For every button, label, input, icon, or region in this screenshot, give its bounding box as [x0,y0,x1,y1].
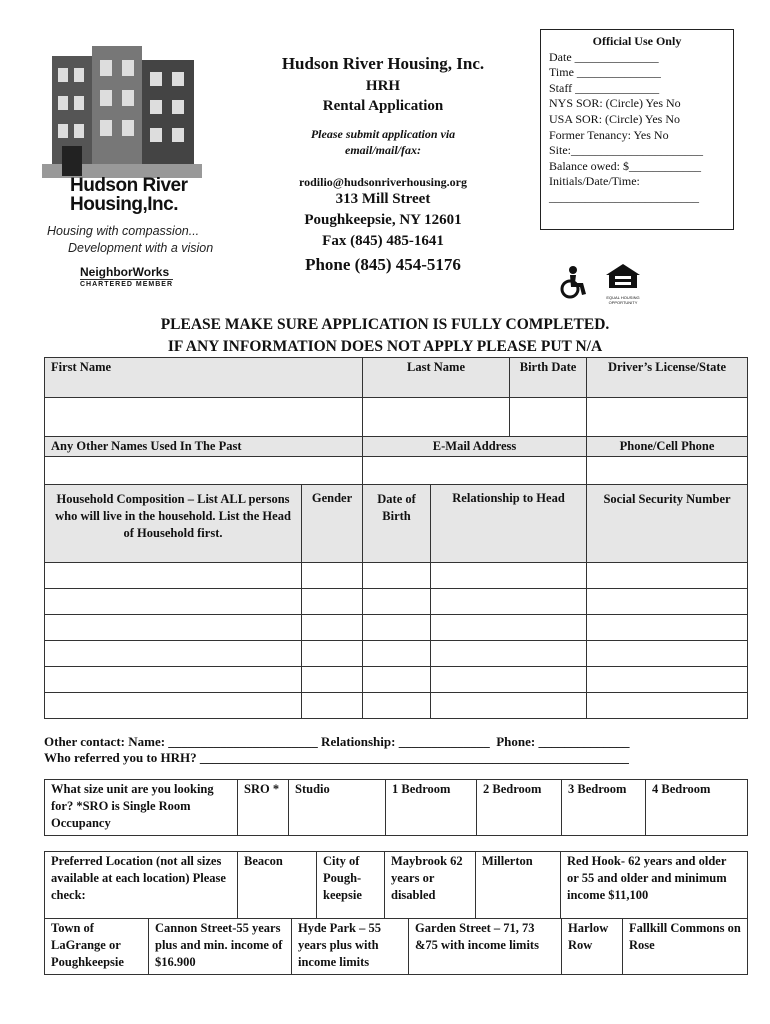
ssn-cell[interactable] [587,641,748,667]
household-row [45,615,748,641]
phone-cell-field[interactable] [587,457,748,485]
household-name-cell[interactable] [45,589,302,615]
logo-name-line2: Housing,Inc. [70,194,178,215]
last-name-field[interactable] [363,398,510,437]
relationship-header: Relationship to Head [431,485,587,563]
gender-cell[interactable] [302,693,363,719]
gender-cell[interactable] [302,667,363,693]
preferred-location-table-row2 [44,918,748,975]
household-name-cell[interactable] [45,563,302,589]
location-millerton[interactable]: Millerton [476,852,561,919]
email-address-header: E-Mail Address [363,437,587,457]
building-logo-illustration [42,46,202,188]
location-question: Preferred Location (not all sizes available at each location) Please check: [45,852,238,919]
location-city-of-poughkeepsie[interactable]: City of Pough-keepsie [317,852,385,919]
birth-date-header: Birth Date [510,358,587,398]
official-use-line: Balance owed: $____________ [549,158,701,173]
location-garden-street[interactable]: Garden Street – 71, 73 &75 with income limits [409,919,562,975]
household-name-cell[interactable] [45,693,302,719]
preferred-location-table [44,851,748,919]
logo-tagline-2: Development with a vision [68,241,214,255]
relationship-cell[interactable] [431,589,587,615]
gender-cell[interactable] [302,615,363,641]
neighborworks-sub: CHARTERED MEMBER [80,281,173,288]
drivers-license-header: Driver’s License/State [587,358,748,398]
unit-option-1-bedroom[interactable]: 1 Bedroom [386,780,477,836]
ssn-cell[interactable] [587,615,748,641]
relationship-cell[interactable] [431,615,587,641]
official-use-line: USA SOR: (Circle) Yes No [549,111,681,126]
unit-option-3-bedroom[interactable]: 3 Bedroom [562,780,646,836]
org-abbreviation: HRH [365,78,401,94]
household-name-cell[interactable] [45,667,302,693]
location-town-of-lagrange[interactable]: Town of LaGrange or Poughkeepsie [45,919,149,975]
drivers-license-field[interactable] [587,398,748,437]
unit-option-sro[interactable]: SRO * [238,780,289,836]
unit-option-4-bedroom[interactable]: 4 Bedroom [646,780,748,836]
relationship-cell[interactable] [431,693,587,719]
unit-size-table [44,779,748,836]
birth-date-field[interactable] [510,398,587,437]
other-contact-line[interactable]: Other contact: Name: _______________________ Relationship: ______________ Phone: ______________ [44,734,630,749]
gender-header: Gender [302,485,363,563]
official-use-box [540,29,734,230]
gender-cell[interactable] [302,641,363,667]
applicant-info-table [44,357,748,719]
unit-option-2-bedroom[interactable]: 2 Bedroom [477,780,562,836]
location-maybrook[interactable]: Maybrook 62 years or disabled [385,852,476,919]
official-use-line: Time ______________ [549,65,661,80]
location-cannon-street[interactable]: Cannon Street-55 years plus and min. income of $16.900 [149,919,292,975]
first-name-header: First Name [45,358,363,398]
household-row [45,563,748,589]
logo-name-line1: Hudson River [70,175,188,196]
referral-line[interactable]: Who referred you to HRH? __________________________________________________________________ [44,750,629,765]
ssn-cell[interactable] [587,667,748,693]
instruction-line-2: IF ANY INFORMATION DOES NOT APPLY PLEASE PUT N/A [167,338,603,355]
instruction-line-1: PLEASE MAKE SURE APPLICATION IS FULLY COMPLETED. [160,316,610,333]
other-names-header: Any Other Names Used In The Past [45,437,363,457]
date-of-birth-header: Date of Birth [363,485,431,563]
ssn-header: Social Security Number [587,485,748,563]
dob-cell[interactable] [363,563,431,589]
location-beacon[interactable]: Beacon [238,852,317,919]
phone-cell-header: Phone/Cell Phone [587,437,748,457]
household-name-cell[interactable] [45,641,302,667]
fax-number: Fax (845) 485-1641 [322,233,444,249]
location-hyde-park[interactable]: Hyde Park – 55 years plus with income limits [292,919,409,975]
location-harlow-row[interactable]: Harlow Row [562,919,623,975]
household-row [45,641,748,667]
ssn-cell[interactable] [587,589,748,615]
unit-size-question: What size unit are you looking for? *SRO is Single Room Occupancy [45,780,238,836]
household-row [45,667,748,693]
official-use-line: Site:______________________ [549,143,704,158]
dob-cell[interactable] [363,589,431,615]
submit-note-line1: Please submit application via [310,127,456,141]
email-address-field[interactable] [363,457,587,485]
form-title: Rental Application [322,98,444,114]
ssn-cell[interactable] [587,693,748,719]
official-use-line: Staff ______________ [549,80,660,95]
org-name: Hudson River Housing, Inc. [281,54,485,73]
official-use-line: Former Tenancy: Yes No [549,127,669,142]
house-icon [604,262,642,290]
unit-option-studio[interactable]: Studio [289,780,386,836]
submit-note-line2: email/mail/fax: [345,143,421,157]
ssn-cell[interactable] [587,563,748,589]
official-use-line: _________________________ [549,189,699,204]
relationship-cell[interactable] [431,641,587,667]
dob-cell[interactable] [363,667,431,693]
dob-cell[interactable] [363,693,431,719]
official-use-line: Initials/Date/Time: [549,174,640,189]
household-row [45,589,748,615]
location-red-hook[interactable]: Red Hook- 62 years and older or 55 and older and minimum income $11,100 [561,852,748,919]
official-use-title: Official Use Only [592,34,682,48]
equal-housing-text: EQUAL HOUSING OPPORTUNITY [606,295,640,305]
household-row [45,693,748,719]
official-use-line: Date ______________ [549,49,659,64]
official-use-line: NYS SOR: (Circle) Yes No [549,96,681,111]
phone-number: Phone (845) 454-5176 [305,255,461,274]
dob-cell[interactable] [363,641,431,667]
household-composition-header: Household Composition – List ALL persons who will live in the household. List the Head of Household first. [45,485,302,563]
gender-cell[interactable] [302,589,363,615]
other-names-field[interactable] [45,457,363,485]
street-address: 313 Mill Street [335,191,431,207]
contact-email: rodilio@hudsonriverhousing.org [299,175,467,189]
relationship-cell[interactable] [431,563,587,589]
logo-tagline-1: Housing with compassion... [47,224,200,238]
household-name-cell[interactable] [45,615,302,641]
equal-housing-opportunity-icon [603,262,643,305]
relationship-cell[interactable] [431,667,587,693]
neighborworks-name: NeighborWorks [80,265,170,279]
first-name-field[interactable] [45,398,363,437]
logo-wordmark [70,176,188,214]
city-address: Poughkeepsie, NY 12601 [304,212,462,228]
neighborworks-logo [80,265,173,288]
location-fallkill-commons[interactable]: Fallkill Commons on Rose [623,919,748,975]
last-name-header: Last Name [363,358,510,398]
dob-cell[interactable] [363,615,431,641]
wheelchair-accessible-icon [556,265,590,299]
submit-note [248,126,518,158]
gender-cell[interactable] [302,563,363,589]
